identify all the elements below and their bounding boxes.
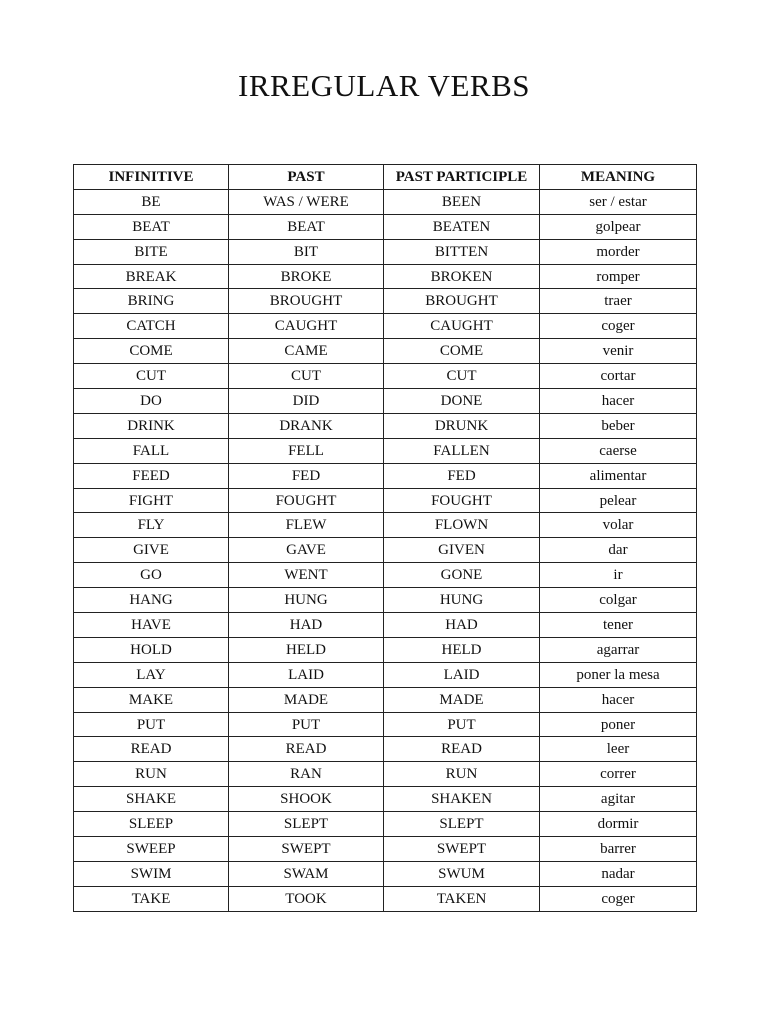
verb-rows	[74, 189, 697, 911]
table-row	[74, 239, 697, 264]
past-cell: SHOOK	[229, 787, 384, 812]
past-cell: BROUGHT	[229, 289, 384, 314]
meaning-cell: caerse	[540, 438, 697, 463]
meaning-cell: beber	[540, 413, 697, 438]
past-cell: CAUGHT	[229, 314, 384, 339]
past-cell: DRANK	[229, 413, 384, 438]
past-participle-cell: FALLEN	[384, 438, 540, 463]
past-cell: CAME	[229, 339, 384, 364]
past-cell: MADE	[229, 687, 384, 712]
table-row	[74, 787, 697, 812]
table-row	[74, 837, 697, 862]
meaning-cell: cortar	[540, 364, 697, 389]
past-cell: GAVE	[229, 538, 384, 563]
table-row	[74, 513, 697, 538]
table-row	[74, 264, 697, 289]
meaning-cell: colgar	[540, 588, 697, 613]
table-row	[74, 538, 697, 563]
past-cell: PUT	[229, 712, 384, 737]
past-cell: DID	[229, 389, 384, 414]
past-cell: BROKE	[229, 264, 384, 289]
meaning-cell: agitar	[540, 787, 697, 812]
meaning-cell: agarrar	[540, 637, 697, 662]
past-participle-cell: FED	[384, 463, 540, 488]
past-cell: READ	[229, 737, 384, 762]
table-row	[74, 438, 697, 463]
table-row	[74, 389, 697, 414]
infinitive-cell: GO	[74, 563, 229, 588]
meaning-cell: hacer	[540, 687, 697, 712]
table-row	[74, 563, 697, 588]
infinitive-cell: FALL	[74, 438, 229, 463]
infinitive-cell: RUN	[74, 762, 229, 787]
meaning-cell: venir	[540, 339, 697, 364]
past-participle-cell: BITTEN	[384, 239, 540, 264]
infinitive-cell: LAY	[74, 662, 229, 687]
past-participle-cell: HAD	[384, 613, 540, 638]
table-row	[74, 364, 697, 389]
header-meaning: MEANING	[540, 165, 697, 190]
infinitive-cell: FEED	[74, 463, 229, 488]
past-cell: FLEW	[229, 513, 384, 538]
infinitive-cell: HAVE	[74, 613, 229, 638]
meaning-cell: poner	[540, 712, 697, 737]
meaning-cell: hacer	[540, 389, 697, 414]
table-row	[74, 413, 697, 438]
infinitive-cell: TAKE	[74, 886, 229, 911]
past-cell: RAN	[229, 762, 384, 787]
meaning-cell: dar	[540, 538, 697, 563]
table-row	[74, 886, 697, 911]
past-participle-cell: SHAKEN	[384, 787, 540, 812]
past-cell: HAD	[229, 613, 384, 638]
past-participle-cell: HELD	[384, 637, 540, 662]
past-cell: SLEPT	[229, 812, 384, 837]
past-cell: BEAT	[229, 214, 384, 239]
infinitive-cell: HOLD	[74, 637, 229, 662]
table-row	[74, 812, 697, 837]
past-participle-cell: MADE	[384, 687, 540, 712]
past-participle-cell: TAKEN	[384, 886, 540, 911]
past-participle-cell: COME	[384, 339, 540, 364]
past-cell: WENT	[229, 563, 384, 588]
meaning-cell: pelear	[540, 488, 697, 513]
past-participle-cell: GONE	[384, 563, 540, 588]
infinitive-cell: HANG	[74, 588, 229, 613]
past-participle-cell: DONE	[384, 389, 540, 414]
past-participle-cell: BEEN	[384, 189, 540, 214]
past-participle-cell: FOUGHT	[384, 488, 540, 513]
table-row	[74, 463, 697, 488]
meaning-cell: traer	[540, 289, 697, 314]
infinitive-cell: SWEEP	[74, 837, 229, 862]
meaning-cell: alimentar	[540, 463, 697, 488]
page-title: IRREGULAR VERBS	[238, 68, 530, 103]
past-participle-cell: FLOWN	[384, 513, 540, 538]
infinitive-cell: BEAT	[74, 214, 229, 239]
table-row	[74, 737, 697, 762]
table-row	[74, 488, 697, 513]
header-past: PAST	[229, 165, 384, 190]
header-row	[74, 165, 697, 190]
infinitive-cell: DRINK	[74, 413, 229, 438]
table-row	[74, 712, 697, 737]
infinitive-cell: BRING	[74, 289, 229, 314]
past-cell: TOOK	[229, 886, 384, 911]
past-cell: LAID	[229, 662, 384, 687]
table-row	[74, 762, 697, 787]
past-cell: SWAM	[229, 861, 384, 886]
past-participle-cell: READ	[384, 737, 540, 762]
past-cell: FOUGHT	[229, 488, 384, 513]
past-participle-cell: PUT	[384, 712, 540, 737]
infinitive-cell: SWIM	[74, 861, 229, 886]
past-participle-cell: HUNG	[384, 588, 540, 613]
infinitive-cell: READ	[74, 737, 229, 762]
table-row	[74, 687, 697, 712]
infinitive-cell: DO	[74, 389, 229, 414]
infinitive-cell: BE	[74, 189, 229, 214]
table-row	[74, 637, 697, 662]
past-cell: FED	[229, 463, 384, 488]
meaning-cell: golpear	[540, 214, 697, 239]
infinitive-cell: CATCH	[74, 314, 229, 339]
table-row	[74, 339, 697, 364]
infinitive-cell: BREAK	[74, 264, 229, 289]
past-participle-cell: BEATEN	[384, 214, 540, 239]
past-participle-cell: SWUM	[384, 861, 540, 886]
past-participle-cell: DRUNK	[384, 413, 540, 438]
past-participle-cell: RUN	[384, 762, 540, 787]
meaning-cell: barrer	[540, 837, 697, 862]
infinitive-cell: PUT	[74, 712, 229, 737]
header-past-participle: PAST PARTICIPLE	[384, 165, 540, 190]
past-cell: BIT	[229, 239, 384, 264]
infinitive-cell: COME	[74, 339, 229, 364]
infinitive-cell: FIGHT	[74, 488, 229, 513]
verbs-table	[73, 164, 697, 912]
table-row	[74, 613, 697, 638]
meaning-cell: tener	[540, 613, 697, 638]
past-cell: WAS / WERE	[229, 189, 384, 214]
meaning-cell: dormir	[540, 812, 697, 837]
past-participle-cell: CAUGHT	[384, 314, 540, 339]
past-cell: CUT	[229, 364, 384, 389]
meaning-cell: poner la mesa	[540, 662, 697, 687]
meaning-cell: nadar	[540, 861, 697, 886]
infinitive-cell: FLY	[74, 513, 229, 538]
infinitive-cell: SLEEP	[74, 812, 229, 837]
meaning-cell: volar	[540, 513, 697, 538]
meaning-cell: leer	[540, 737, 697, 762]
past-participle-cell: GIVEN	[384, 538, 540, 563]
past-cell: SWEPT	[229, 837, 384, 862]
table-row	[74, 189, 697, 214]
past-participle-cell: SWEPT	[384, 837, 540, 862]
infinitive-cell: CUT	[74, 364, 229, 389]
table-row	[74, 662, 697, 687]
table-row	[74, 214, 697, 239]
meaning-cell: correr	[540, 762, 697, 787]
past-participle-cell: SLEPT	[384, 812, 540, 837]
infinitive-cell: SHAKE	[74, 787, 229, 812]
meaning-cell: coger	[540, 314, 697, 339]
infinitive-cell: MAKE	[74, 687, 229, 712]
past-cell: HUNG	[229, 588, 384, 613]
past-participle-cell: LAID	[384, 662, 540, 687]
header-infinitive: INFINITIVE	[74, 165, 229, 190]
past-cell: HELD	[229, 637, 384, 662]
table-row	[74, 861, 697, 886]
past-participle-cell: CUT	[384, 364, 540, 389]
meaning-cell: coger	[540, 886, 697, 911]
table-row	[74, 289, 697, 314]
table-row	[74, 314, 697, 339]
past-cell: FELL	[229, 438, 384, 463]
meaning-cell: ser / estar	[540, 189, 697, 214]
infinitive-cell: GIVE	[74, 538, 229, 563]
infinitive-cell: BITE	[74, 239, 229, 264]
meaning-cell: romper	[540, 264, 697, 289]
table-row	[74, 588, 697, 613]
meaning-cell: ir	[540, 563, 697, 588]
past-participle-cell: BROKEN	[384, 264, 540, 289]
past-participle-cell: BROUGHT	[384, 289, 540, 314]
meaning-cell: morder	[540, 239, 697, 264]
